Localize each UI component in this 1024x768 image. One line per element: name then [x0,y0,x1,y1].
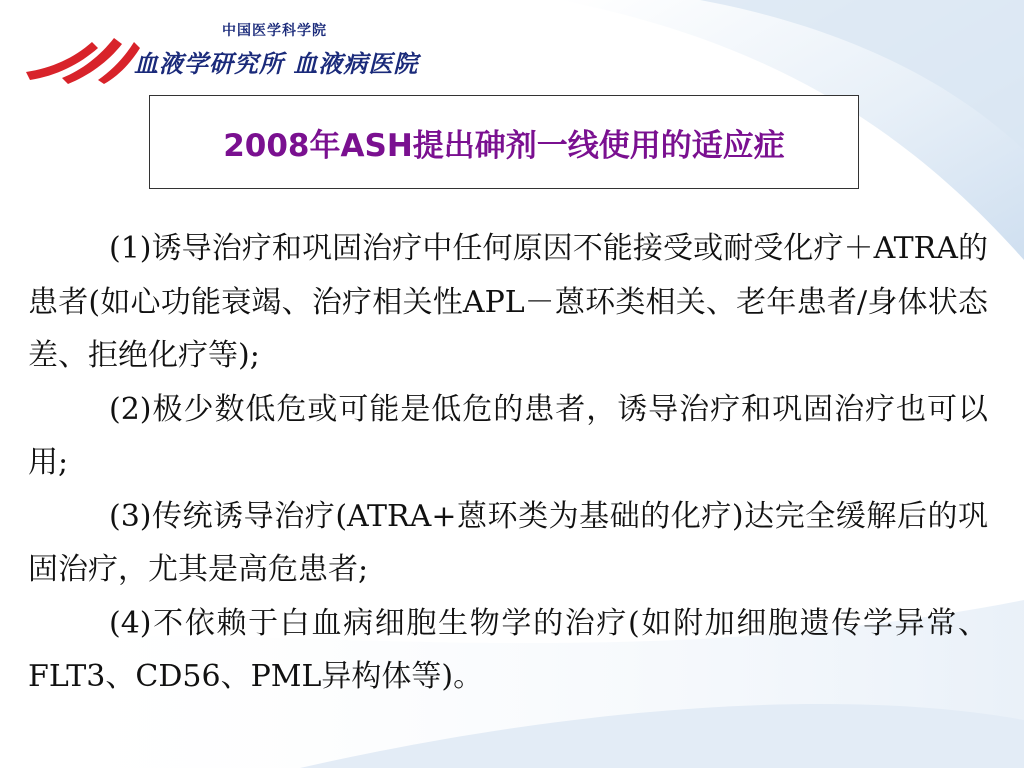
paragraph-2: (2)极少数低危或可能是低危的患者，诱导治疗和巩固治疗也可以用; [28,391,988,480]
content-body [28,222,988,704]
institution-logo [22,18,442,82]
slide-title: 2008年ASH提出砷剂一线使用的适应症 [223,127,785,164]
paragraph-3: (3)传统诱导治疗(ATRA+蒽环类为基础的化疗)达完全缓解后的巩固治疗，尤其是高危患者; [28,498,988,587]
org-name-line1: 中国医学科学院 [222,23,327,39]
paragraph-4: (4)不依赖于白血病细胞生物学的治疗(如附加细胞遗传学异常、FLT3、CD56、PML异构体等)。 [28,605,988,694]
logo-mark-icon [22,28,142,84]
org-name-line2: 血液学研究所 血液病医院 [134,49,419,78]
title-box [149,95,859,189]
paragraph-1: (1)诱导治疗和巩固治疗中任何原因不能接受或耐受化疗＋ATRA的患者(如心功能衰竭、治疗相关性APL－蒽环类相关、老年患者/身体状态差、拒绝化疗等); [28,231,988,373]
